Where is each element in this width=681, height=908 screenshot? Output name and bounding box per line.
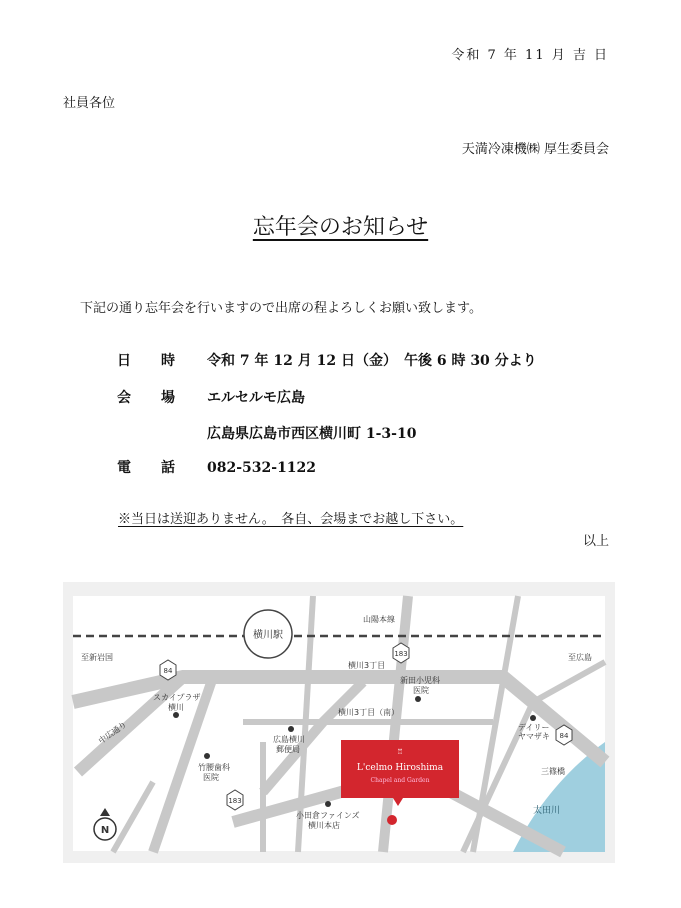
clinic-dot	[415, 696, 421, 702]
post-office-label: 広島横川	[273, 735, 305, 744]
detail-key-char: 電	[117, 460, 131, 476]
document-date: 令和 7 年 11 月 吉 日	[451, 48, 609, 63]
detail-address	[117, 423, 416, 443]
line-label: 山陽本線	[363, 615, 395, 624]
detail-key	[117, 457, 207, 477]
detail-key-char: 話	[161, 460, 175, 476]
detail-key-char: 時	[161, 353, 175, 369]
intro-text: 下記の通り忘年会を行いますので出席の程よろしくお願い致します。	[80, 301, 482, 316]
closing-mark: 以上	[582, 534, 609, 549]
document-title-text: 忘年会のお知らせ	[252, 215, 429, 240]
route-183-label: 183	[394, 650, 408, 658]
yokogawa3-label: 横川3丁目	[348, 661, 386, 670]
daily-label-2: ヤマザキ	[518, 732, 550, 741]
right-direction-label: 至広島	[568, 653, 592, 662]
transport-note: ※当日は送迎ありません。 各自、会場までお越し下さい。	[118, 512, 464, 527]
skyplaza-dot	[173, 712, 179, 718]
detail-key	[117, 387, 207, 407]
venue-sub: Chapel and Garden	[370, 777, 430, 784]
venue-logo: L'celmo Hiroshima	[356, 763, 444, 773]
dental-dot	[204, 753, 210, 759]
daily-label: デイリー	[518, 723, 550, 732]
detail-venue	[117, 387, 305, 407]
clinic-label: 新田小児科	[400, 676, 440, 685]
daily-dot	[530, 715, 536, 721]
detail-value: エルセルモ広島	[207, 390, 305, 406]
odakura-label-2: 横川本店	[308, 821, 340, 830]
route-84-label: 84	[163, 667, 173, 675]
detail-value: 広島県広島市西区横川町 1-3-10	[207, 426, 417, 442]
odakura-dot	[325, 801, 331, 807]
dental-label-2: 医院	[203, 773, 219, 782]
skyplaza-label: スカイプラザ	[153, 693, 201, 702]
river-label: 太田川	[533, 806, 561, 816]
post-office-dot	[288, 726, 294, 732]
detail-datetime	[117, 350, 537, 370]
north-label: N	[100, 825, 110, 836]
detail-value: 082-532-1122	[207, 460, 317, 476]
route-183-label-south: 183	[228, 797, 242, 805]
venue-location-dot	[387, 815, 397, 825]
detail-key-char: 会	[117, 390, 131, 406]
venue-emblem-icon: ♖	[396, 748, 404, 756]
map-canvas	[63, 582, 615, 863]
addressee: 社員各位	[63, 96, 116, 111]
document-title	[0, 210, 681, 241]
odakura-label: 小田倉ファインズ	[296, 811, 360, 820]
access-map	[63, 582, 615, 863]
detail-phone	[117, 457, 316, 477]
mitaki-label: 三篠橋	[541, 767, 565, 776]
nakahiro-label: 中広通り	[96, 719, 129, 746]
detail-value: 令和 7 年 12 月 12 日（金） 午後 6 時 30 分より	[207, 353, 537, 369]
detail-key-char: 場	[161, 390, 175, 406]
station-label: 横川駅	[253, 630, 283, 641]
post-office-label-2: 郵便局	[276, 745, 300, 754]
route-84-label-east: 84	[559, 732, 569, 740]
yokogawa3s-label: 横川3丁目（南）	[338, 708, 400, 717]
dental-label: 竹腰歯科	[198, 763, 230, 772]
sender: 天満冷凍機㈱ 厚生委員会	[461, 142, 609, 157]
skyplaza-label-2: 横川	[168, 703, 184, 712]
detail-key-char: 日	[117, 353, 131, 369]
clinic-label-2: 医院	[413, 686, 429, 695]
left-direction-label: 至新岩国	[81, 653, 113, 662]
detail-key	[117, 350, 207, 370]
